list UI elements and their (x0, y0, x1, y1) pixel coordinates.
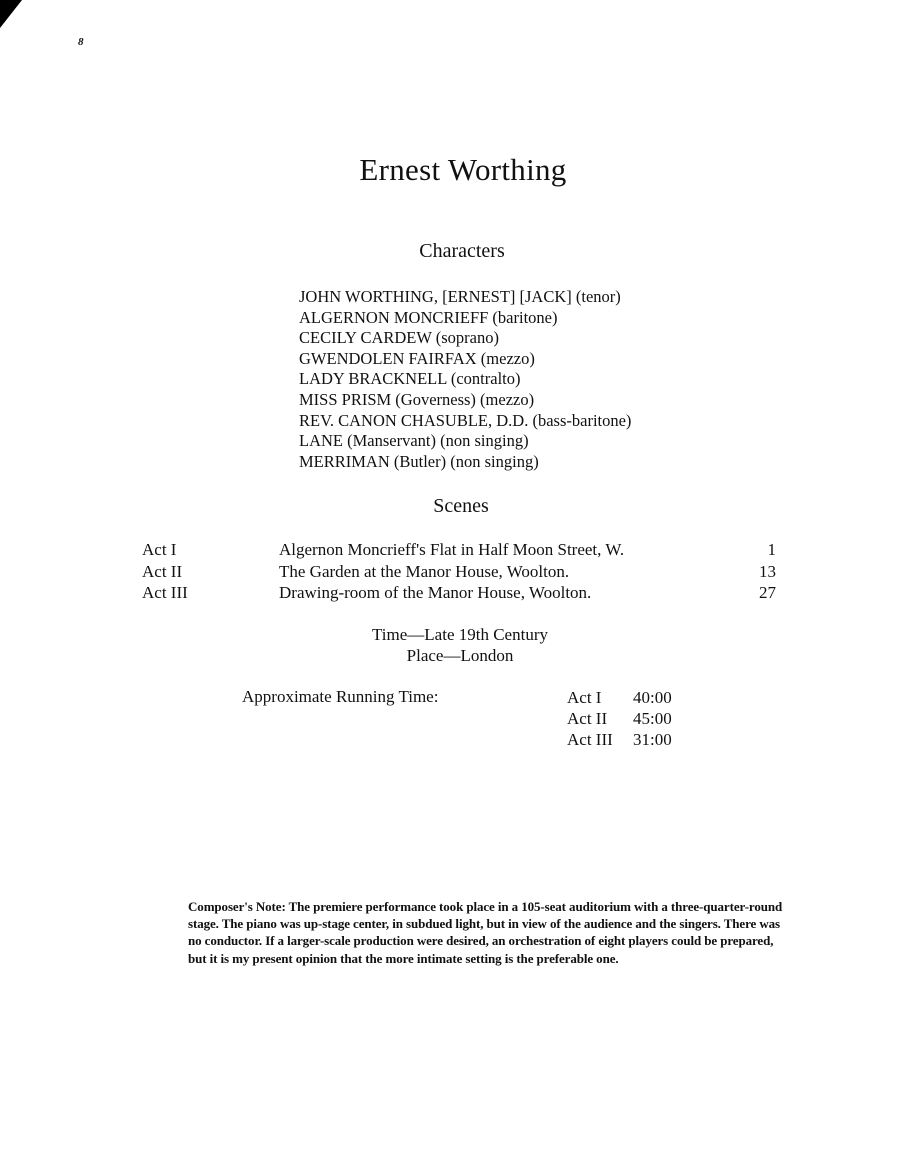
characters-heading: Characters (419, 240, 505, 262)
scene-description: Algernon Moncrieff's Flat in Half Moon Street, W. (279, 540, 625, 559)
running-time-duration: 40:00 (633, 688, 672, 707)
scene-act: Act II (142, 562, 183, 581)
page-number: 8 (78, 36, 84, 48)
page-corner-mark (0, 0, 22, 28)
running-time-row (567, 709, 767, 731)
character-item: LADY BRACKNELL (contralto) (299, 369, 521, 389)
scene-row (0, 583, 900, 605)
scenes-heading: Scenes (433, 495, 489, 517)
scene-act: Act III (142, 583, 188, 602)
scene-act: Act I (142, 540, 177, 559)
scene-row (0, 562, 900, 584)
character-item: REV. CANON CHASUBLE, D.D. (bass-baritone) (299, 410, 632, 430)
running-time-label: Approximate Running Time: (242, 687, 439, 706)
running-time-row (567, 688, 767, 710)
running-time-duration: 31:00 (633, 730, 672, 749)
scene-page-number: 1 (767, 540, 776, 559)
time-setting: Time—Late 19th Century (372, 625, 548, 644)
character-item: ALGERNON MONCRIEFF (baritone) (299, 307, 558, 327)
character-item: LANE (Manservant) (non singing) (299, 431, 529, 451)
scene-page-number: 27 (759, 583, 776, 602)
scene-page-number: 13 (759, 562, 776, 581)
character-list (299, 287, 631, 472)
running-time-act: Act II (567, 709, 608, 728)
running-time-duration: 45:00 (633, 709, 672, 728)
character-item: GWENDOLEN FAIRFAX (mezzo) (299, 348, 535, 368)
document-title: Ernest Worthing (359, 152, 567, 187)
character-item: MISS PRISM (Governess) (mezzo) (299, 389, 535, 409)
composer-note: Composer's Note: The premiere performance took place in a 105-seat auditorium with a three-quarter-round stage. The piano was up-stage center, in subdued light, but in view of the audience and the singers. There was no conductor. If a larger-scale production were desired, an orchestration of eight players could be prepared, but it is my present opinion that the more intimate setting is the preferable one. (188, 899, 783, 966)
character-item: JOHN WORTHING, [ERNEST] [JACK] (tenor) (299, 287, 621, 306)
scene-description: Drawing-room of the Manor House, Woolton. (279, 583, 592, 602)
character-item: CECILY CARDEW (soprano) (299, 328, 499, 348)
scene-row (0, 540, 900, 562)
running-time-act: Act I (567, 688, 602, 707)
running-time-row (567, 730, 767, 752)
character-item: MERRIMAN (Butler) (non singing) (299, 451, 539, 471)
scene-description: The Garden at the Manor House, Woolton. (279, 562, 570, 581)
running-time-act: Act III (567, 730, 613, 749)
place-setting: Place—London (406, 646, 514, 665)
